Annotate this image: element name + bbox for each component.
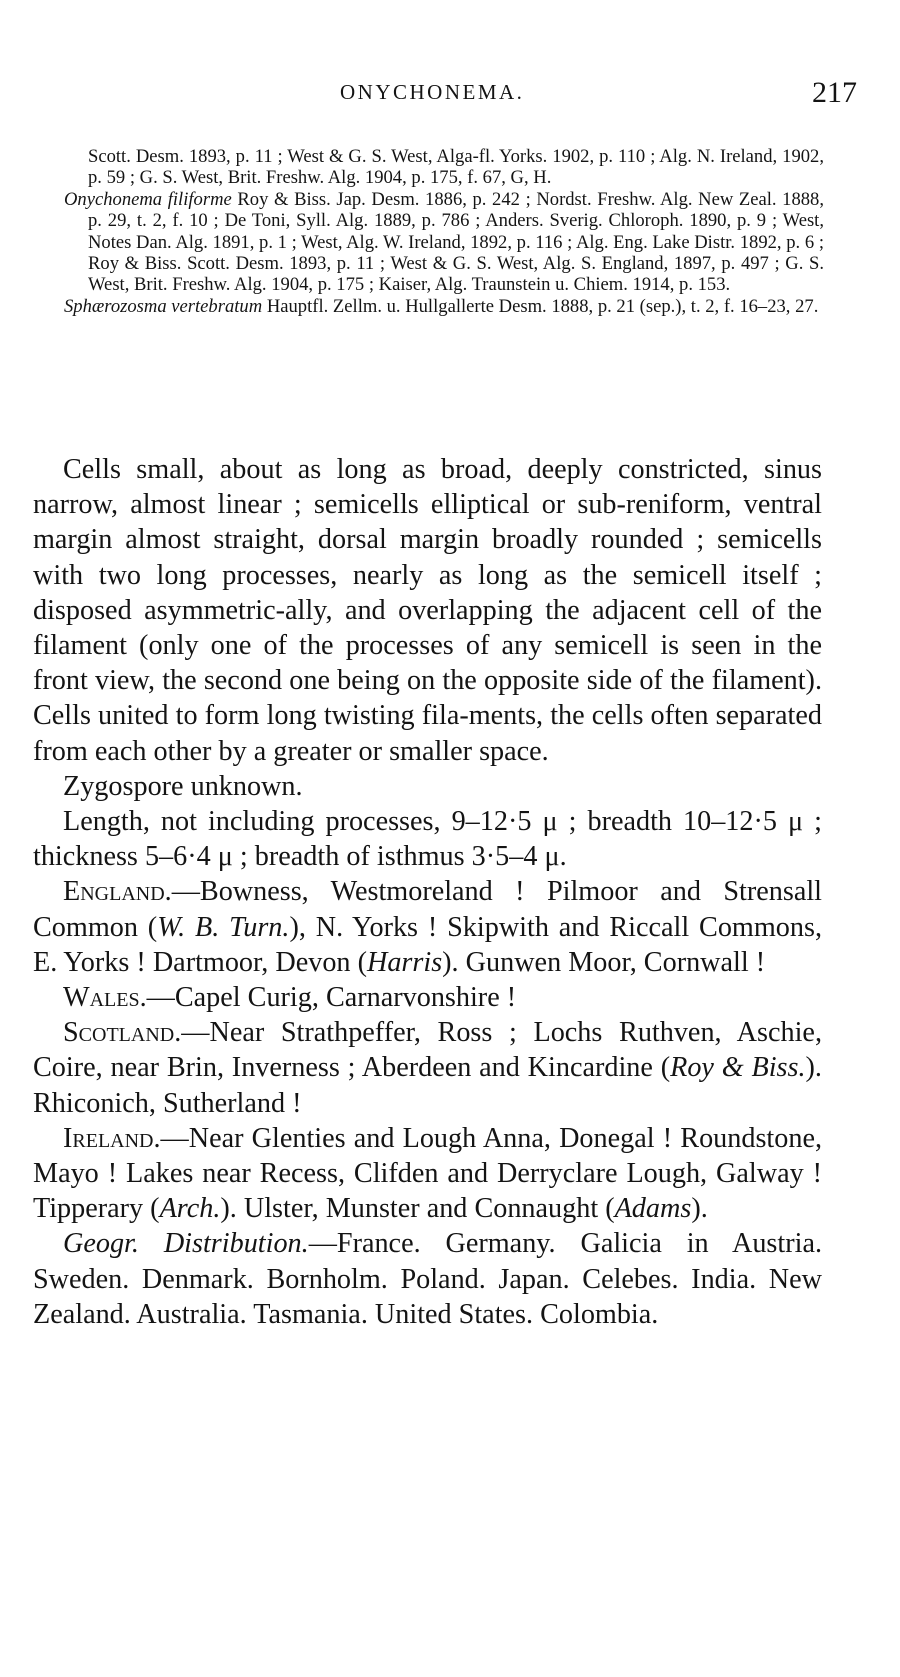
- synonymy-text: Hauptfl. Zellm. u. Hullgallerte Desm. 1888, p. 21 (sep.), t. 2, f. 16–23, 27.: [262, 295, 819, 317]
- synonymy-text: Scott. Desm. 1893, p. 11 ; West & G. S. West, Alga-fl. Yorks. 1902, p. 110 ; Alg. N. Ireland, 1902, p. 59 ; G. S. West, Brit. Freshw. Alg. 1904, p. 175, f. 67, G, H.: [88, 146, 824, 189]
- country-label: Scotland.: [63, 1017, 182, 1049]
- synonymy-entry: [64, 189, 824, 296]
- country-label: Wales.: [63, 982, 147, 1014]
- country-label: England.: [63, 876, 172, 908]
- synonym-name: Sphærozosma vertebratum: [64, 295, 263, 317]
- page-number: 217: [812, 76, 857, 109]
- synonymy-text: Roy & Biss. Jap. Desm. 1886, p. 242 ; Nordst. Freshw. Alg. New Zeal. 1888, p. 29, t. 2, f. 10 ; De Toni, Syll. Alg. 1889, p. 786 ; Anders. Sverig. Chloroph. 1890, p. 9 ; West, Notes Dan. Alg. 1891, p. 1 ; West, Alg. W. Ireland, 1892, p. 116 ; Alg. Eng. Lake Distr. 1892, p. 6 ; Roy & Biss. Scott. Desm. 1893, p. 11 ; West & G. S. West, Alg. S. England, 1897, p. 497 ; G. S. West, Brit. Freshw. Alg. 1904, p. 175 ; Kaiser, Alg. Traunstein u. Chiem. 1914, p. 153.: [88, 188, 824, 296]
- species-description: [33, 452, 822, 1332]
- description-paragraph: Cells small, about as long as broad, deeply constricted, sinus narrow, almost linear ; semicells elliptical or sub-reniform, ventral margin almost straight, dorsal margin broadly rounded ; semicells with two long processes, nearly as long as the semicell itself ; disposed asymmetric-ally, and overlapping the adjacent cell of the filament (only one of the processes of any semicell is seen in the front view, the second one being on the opposite side of the filament). Cells united to form long twisting fila-ments, the cells often separated from each other by a greater or smaller space.: [33, 454, 822, 767]
- england-localities: England.—Bowness, Westmoreland ! Pilmoor and Strensall Common (W. B. Turn.), N. Yorks ! Skipwith and Riccall Commons, E. Yorks ! Dartmoor, Devon (Harris). Gunwen Moor, Cornwall !: [33, 876, 822, 978]
- page-header: [0, 76, 900, 116]
- collector-name: W. B. Turn.: [157, 911, 290, 943]
- collector-name: Roy & Biss.: [670, 1052, 806, 1084]
- zygospore-paragraph: Zygospore unknown.: [63, 770, 303, 802]
- synonymy-entry: [64, 296, 824, 317]
- collector-name: Harris: [366, 946, 443, 978]
- distribution-paragraph: Geogr. Distribution.—France. Germany. Galicia in Austria. Sweden. Denmark. Bornholm. Poland. Japan. Celebes. India. New Zealand. Australia. Tasmania. United States. Colombia.: [33, 1228, 822, 1330]
- synonym-name: Onychonema filiforme: [64, 188, 232, 210]
- distribution-label: Geogr. Distribution.: [63, 1228, 309, 1260]
- collector-name: Arch.: [159, 1193, 221, 1225]
- synonymy-entry: [64, 146, 824, 189]
- country-label: Ireland.: [63, 1122, 161, 1154]
- running-title: ONYCHONEMA.: [340, 80, 525, 104]
- wales-localities: Wales.—Capel Curig, Carnarvonshire !: [63, 982, 517, 1014]
- collector-name: Adams: [614, 1193, 692, 1225]
- dimensions-paragraph: Length, not including processes, 9–12·5 μ ; breadth 10–12·5 μ ; thickness 5–6·4 μ ; breadth of isthmus 3·5–4 μ.: [33, 806, 822, 873]
- synonymy-block: [64, 146, 824, 317]
- ireland-localities: Ireland.—Near Glenties and Lough Anna, Donegal ! Roundstone, Mayo ! Lakes near Recess, Clifden and Derryclare Lough, Galway ! Tipperary (Arch.). Ulster, Munster and Connaught (Adams).: [33, 1122, 822, 1225]
- scotland-localities: Scotland.—Near Strathpeffer, Ross ; Lochs Ruthven, Aschie, Coire, near Brin, Inverness ; Aberdeen and Kincardine (Roy & Biss.). Rhiconich, Sutherland !: [33, 1017, 822, 1119]
